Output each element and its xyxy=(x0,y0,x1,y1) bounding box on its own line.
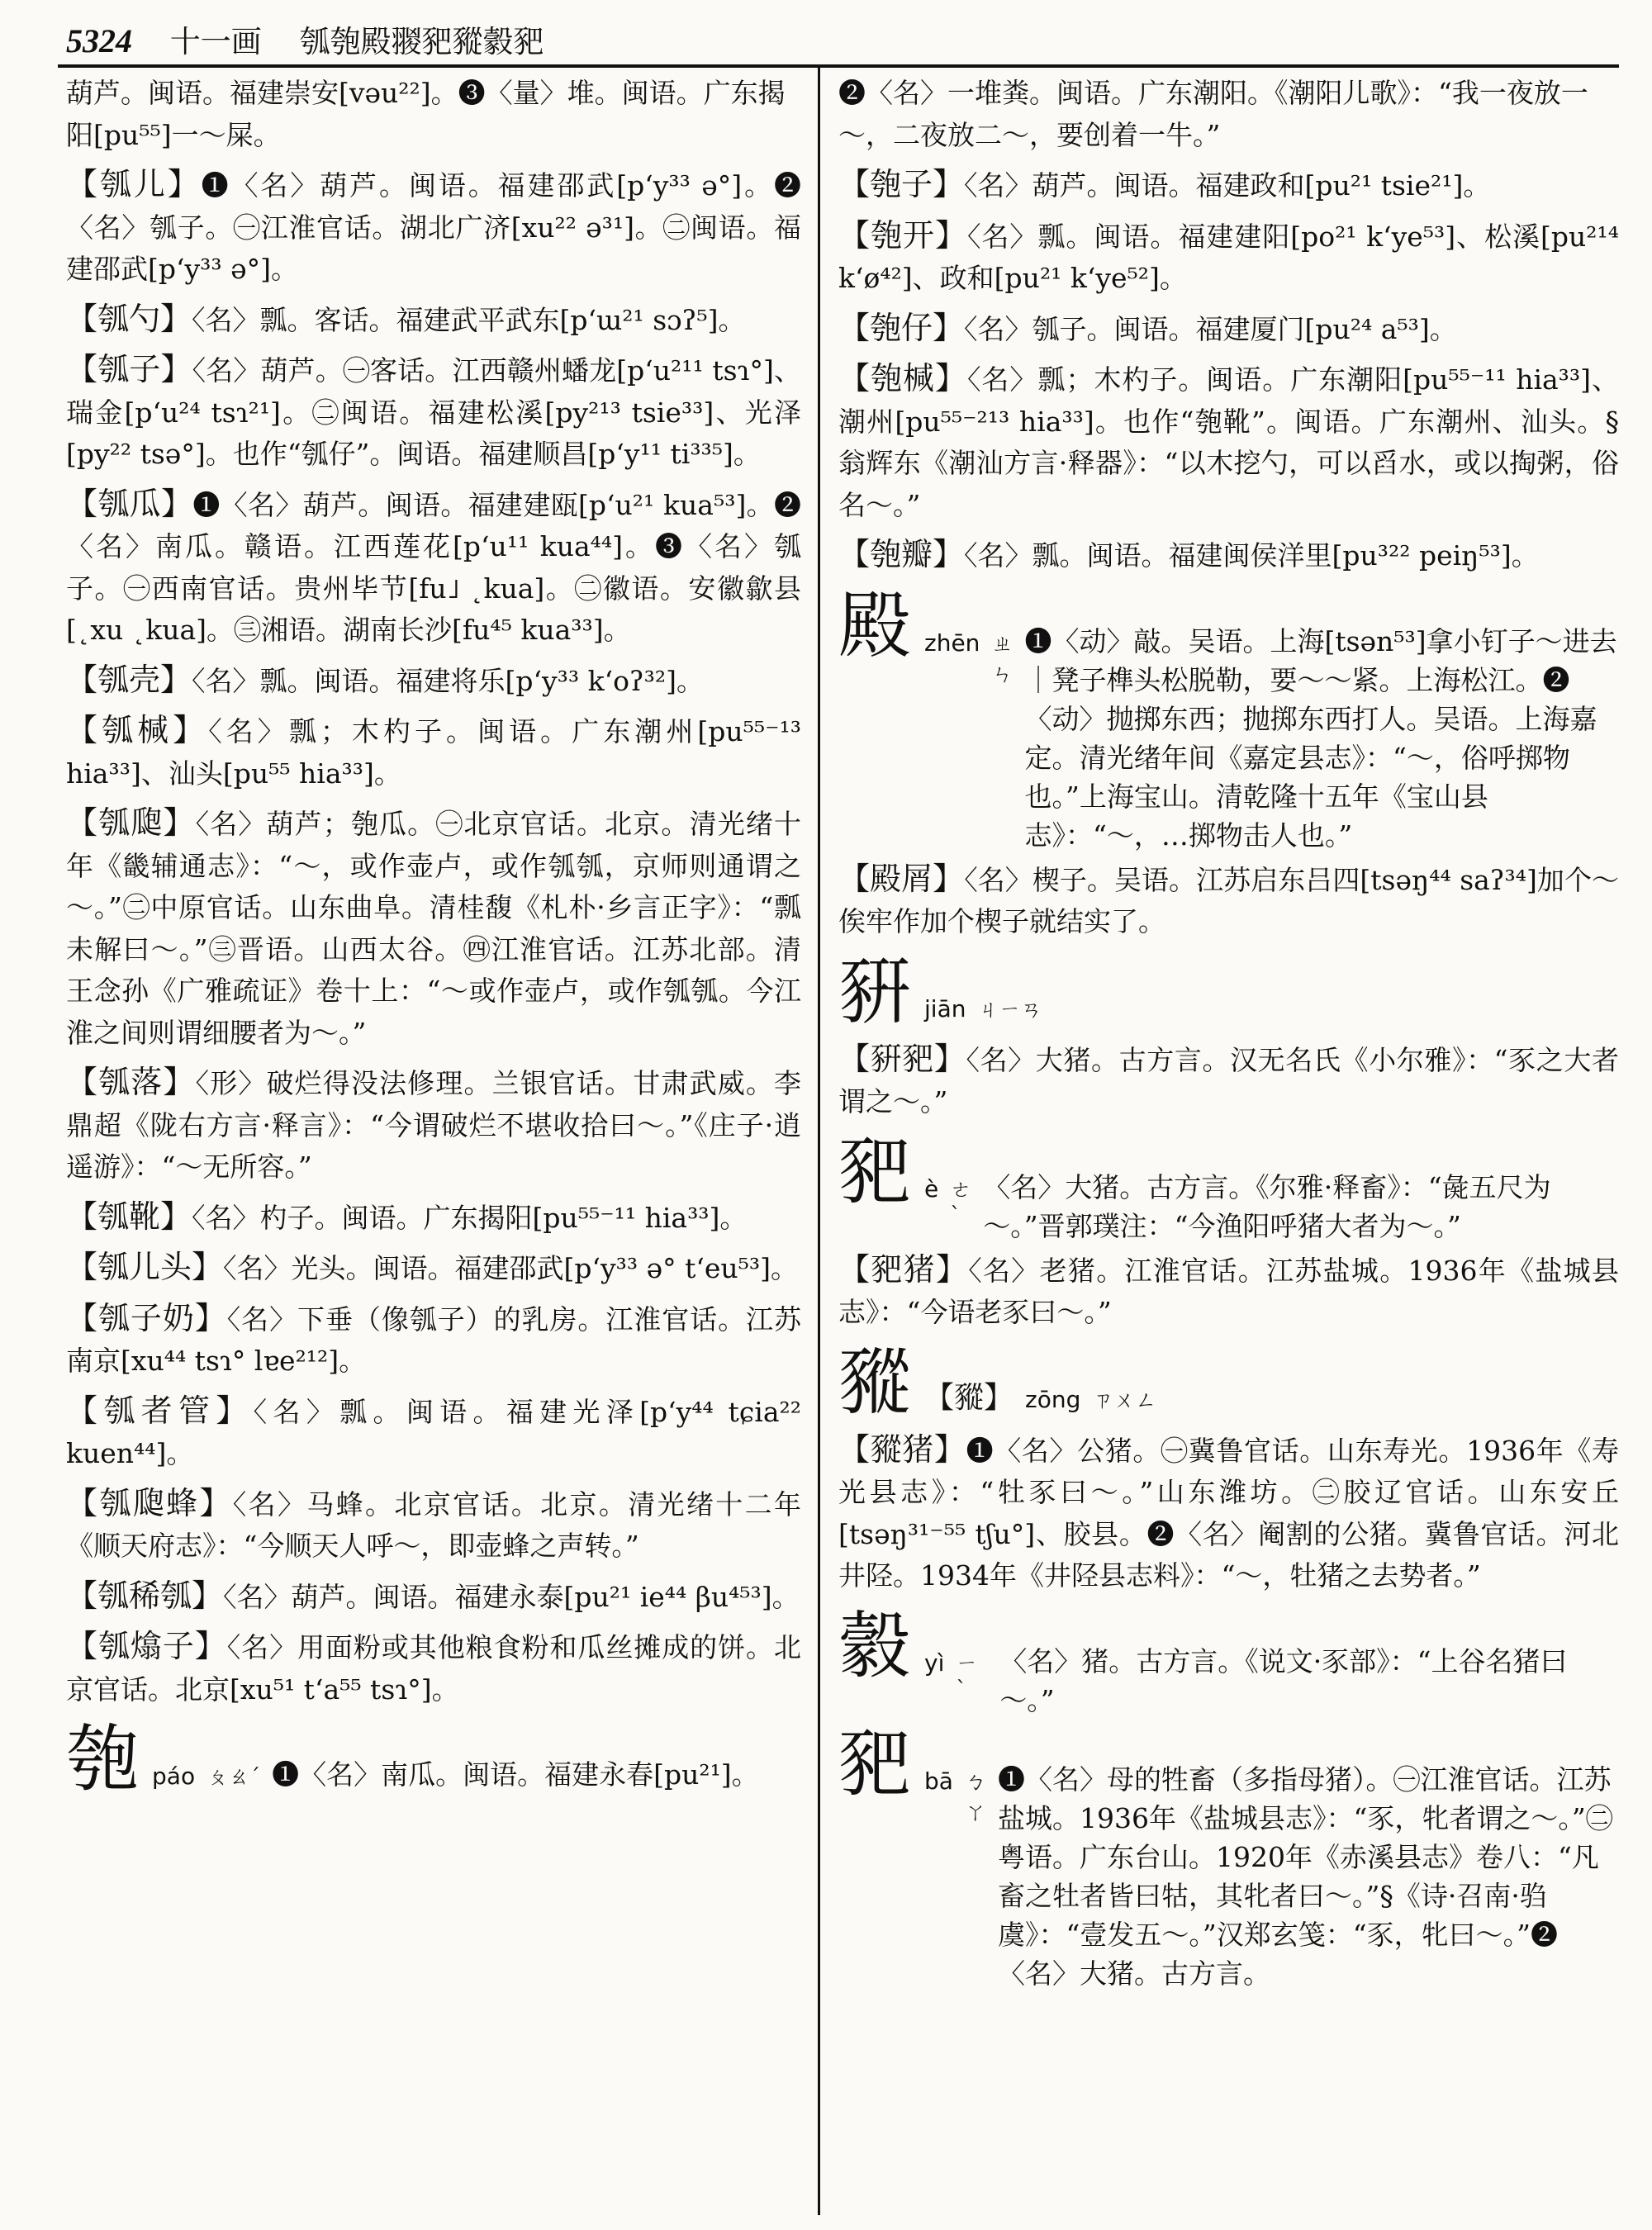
entry-definition: 〈名〉瓢。闽语。福建光泽[p‘y⁴⁴ tɕia²² kuen⁴⁴]。 xyxy=(66,1395,801,1469)
head-character: 豣 xyxy=(838,948,912,1034)
column-divider xyxy=(818,68,820,2215)
zhuyin: ㄅㄚ xyxy=(964,1769,986,1825)
zhuyin: ㄜˋ xyxy=(950,1177,972,1228)
entry-headword: 【瓠瓟蜂】 xyxy=(66,1484,233,1521)
dictionary-entry xyxy=(66,483,801,652)
entry-definition: 〈名〉用面粉或其他粮食粉和瓜丝摊成的饼。北京官话。北京[xu⁵¹ t‘a⁵⁵ tsɿ°]。 xyxy=(66,1631,801,1706)
entry-definition: 〈名〉杓子。闽语。广东揭阳[pu⁵⁵⁻¹¹ hia³³]。 xyxy=(192,1201,748,1234)
header-chars: 瓠匏殿翪豝豵豰豝 xyxy=(299,24,544,59)
dictionary-entry xyxy=(838,1038,1619,1123)
pinyin: zōng xyxy=(1025,1385,1081,1413)
dictionary-entry xyxy=(838,164,1619,207)
dictionary-entry xyxy=(66,1390,801,1475)
entry-headword: 【瓠落】 xyxy=(66,1064,196,1100)
entry-definition: 〈名〉瓢。闽语。福建将乐[p‘y³³ k‘oʔ³²]。 xyxy=(192,664,704,697)
character-entry xyxy=(838,1128,1619,1244)
pinyin: jiān xyxy=(924,994,966,1022)
entry-headword: 【豝猪】 xyxy=(838,1250,969,1288)
entry-definition: 〈名〉老猪。江淮官话。江苏盐城。1936年《盐城县志》：“今语老豕曰～。” xyxy=(838,1254,1619,1328)
entry-definition: 〈名〉瓢。闽语。福建闽侯洋里[pu³²² peiŋ⁵³]。 xyxy=(964,539,1539,572)
stroke-count: 十一画 xyxy=(169,24,262,59)
entry-headword: 【瓠瓜】 xyxy=(66,485,193,522)
header-rule xyxy=(58,64,1619,68)
entry-definition: 〈名〉瓢。闽语。福建建阳[po²¹ k‘ye⁵³]、松溪[pu²¹⁴ k‘ø⁴²]、政和[pu²¹ k‘ye⁵²]。 xyxy=(838,220,1619,294)
zhuyin: ㄓㄣ xyxy=(991,631,1014,687)
entry-definition: 〈名〉葫芦。闽语。福建永泰[pu²¹ ie⁴⁴ βu⁴⁵³]。 xyxy=(223,1580,800,1613)
character-entry xyxy=(838,1602,1619,1718)
entry-headword: 【匏子】 xyxy=(838,166,965,202)
zhuyin: ㄆㄠˊ xyxy=(206,1765,261,1790)
dictionary-entry xyxy=(66,164,801,291)
entry-headword: 【殿屑】 xyxy=(838,860,965,897)
entry-headword: 【瓠熻子】 xyxy=(66,1628,227,1664)
head-character: 殿 xyxy=(838,582,912,668)
dictionary-entry xyxy=(838,215,1619,300)
pinyin: è xyxy=(924,1174,939,1203)
dictionary-entry xyxy=(838,858,1619,943)
entry-headword: 【瓠勺】 xyxy=(66,300,192,337)
zhuyin: ㄗㄨㄥ xyxy=(1092,1388,1157,1413)
dictionary-entry xyxy=(66,802,801,1054)
dictionary-entry xyxy=(838,307,1619,351)
page-header xyxy=(66,17,1619,66)
dictionary-entry xyxy=(838,1429,1619,1597)
dictionary-entry xyxy=(838,534,1619,577)
entry-definition: ❶〈名〉公猪。㊀冀鲁官话。山东寿光。1936年《寿光县志》：“牡豕曰～。”山东潍坊。㊁胶辽官话。山东安丘[tsəŋ³¹⁻⁵⁵ tʃu°]、胶县。❷〈名〉阉割的公猪。冀鲁官话。河北井陉。1934年《井陉县志料》：“～，牡猪之去势者。” xyxy=(838,1434,1619,1592)
entry-definition: 〈名〉葫芦。闽语。福建政和[pu²¹ tsie²¹]。 xyxy=(964,169,1491,202)
character-entry xyxy=(66,1718,801,1801)
entry-headword: 【瓠瓟】 xyxy=(66,804,196,841)
entry-headword: 【瓠靴】 xyxy=(66,1198,192,1235)
pinyin: páo xyxy=(152,1763,196,1790)
dictionary-entry xyxy=(66,709,801,795)
entry-headword: 【瓠椷】 xyxy=(66,712,209,748)
entry-headword: 【匏开】 xyxy=(838,216,967,254)
dictionary-entry xyxy=(66,1246,801,1290)
dictionary-entry xyxy=(66,1625,801,1710)
entry-headword: 【匏仔】 xyxy=(838,309,965,346)
entry-continuation: ❷〈名〉一堆粪。闽语。广东潮阳。《潮阳儿歌》：“我一夜放一～，二夜放二～，要创着一牛。” xyxy=(838,77,1588,151)
entry-definition: 〈名〉瓢；木杓子。闽语。广东潮阳[pu⁵⁵⁻¹¹ hia³³]、潮州[pu⁵⁵⁻²¹³ hia³³]。也作“匏靴”。闽语。广东潮州、汕头。§翁辉东《潮汕方言·释器》：“以木挖勺，可以舀水，或以掏粥，俗名～。” xyxy=(838,363,1619,521)
entry-definition: 〈名〉马蜂。北京官话。北京。清光绪十二年《顺天府志》：“今顺天人呼～，即壶蜂之声转。” xyxy=(66,1487,801,1562)
entry-headword: 【瓠儿】 xyxy=(66,166,202,202)
dictionary-entry xyxy=(66,1061,801,1189)
entry-definition: 〈形〉破烂得没法修理。兰银官话。甘肃武威。李鼎超《陇右方言·释言》：“今谓破烂不堪收拾曰～。”《庄子·逍遥游》：“～无所容。” xyxy=(66,1067,801,1183)
entry-definition: 〈名〉大猪。古方言。汉无名氏《小尔雅》：“豕之大者谓之～。” xyxy=(838,1043,1619,1117)
dictionary-entry xyxy=(66,1298,801,1383)
entry-definition: 〈名〉瓠子。闽语。福建厦门[pu²⁴ a⁵³]。 xyxy=(964,312,1457,345)
head-character: 豰 xyxy=(838,1602,912,1688)
pinyin: bā xyxy=(924,1767,953,1795)
entry-continuation: 葫芦。闽语。福建崇安[vəu²²]。❸〈量〉堆。闽语。广东揭阳[pu⁵⁵]一～屎。 xyxy=(66,77,786,151)
character-definition: ❶〈名〉南瓜。闽语。福建永春[pu²¹]。 xyxy=(272,1758,759,1791)
left-column xyxy=(66,73,801,1805)
entry-definition: 〈名〉光头。闽语。福建邵武[p‘y³³ ə° t‘eu⁵³]。 xyxy=(223,1252,798,1284)
entry-headword: 【瓠者管】 xyxy=(66,1392,254,1429)
head-character: 豝 xyxy=(838,1128,912,1214)
zhuyin: ㄐㄧㄢ xyxy=(977,997,1042,1022)
entry-headword: 【匏椷】 xyxy=(838,360,967,396)
entry-definition: 〈名〉瓢；木杓子。闽语。广东潮州[pu⁵⁵⁻¹³ hia³³]、汕头[pu⁵⁵ hia³³]。 xyxy=(66,715,801,790)
entry-definition: 〈名〉下垂（像瓠子）的乳房。江淮官话。江苏南京[xu⁴⁴ tsɿ° lɐe²¹²]。 xyxy=(66,1302,801,1377)
entry-headword: 【匏瓣】 xyxy=(838,536,965,572)
entry-headword: 【瓠稀瓠】 xyxy=(66,1577,224,1614)
entry-definition: 〈名〉瓢。客话。福建武平武东[p‘ɯ²¹ sɔʔ⁵]。 xyxy=(192,303,746,336)
dictionary-entry xyxy=(66,659,801,703)
character-definition: 〈名〉猪。古方言。《说文·豕部》：“上谷名猪曰～。” xyxy=(999,1644,1568,1716)
dictionary-entry xyxy=(66,1483,801,1568)
dictionary-entry xyxy=(66,1196,801,1240)
entry-definition: 〈名〉楔子。吴语。江苏启东吕四[tsəŋ⁴⁴ saʔ³⁴]加个～俟牢作加个楔子就结实了。 xyxy=(838,863,1619,937)
head-character: 豵 xyxy=(838,1339,912,1425)
pinyin: yì xyxy=(924,1649,945,1677)
entry-headword: 【豣豝】 xyxy=(838,1040,966,1077)
variant-character: 【豵】 xyxy=(924,1380,1014,1415)
page-number: 5324 xyxy=(66,22,132,59)
entry-headword: 【瓠儿头】 xyxy=(66,1249,224,1285)
character-entry xyxy=(838,1720,1619,1991)
dictionary-entry xyxy=(838,358,1619,526)
dictionary-entry xyxy=(66,1575,801,1619)
right-column xyxy=(838,73,1619,1996)
entry-headword: 【豵猪】 xyxy=(838,1431,966,1468)
character-entry xyxy=(838,582,1619,853)
character-definition: ❶〈动〉敲。吴语。上海[tsən⁵³]拿小钉子～进去｜凳子榫头松脱勒，要～～紧。上海松江。❷〈动〉抛掷东西；抛掷东西打人。吴语。上海嘉定。清光绪年间《嘉定县志》：“～，俗呼掷物也。”上海宝山。清乾隆十五年《宝山县志》：“～，…掷物击人也。” xyxy=(1024,624,1617,852)
entry-headword: 【瓠子】 xyxy=(66,351,192,387)
head-character: 豝 xyxy=(838,1720,912,1806)
character-entry xyxy=(838,1341,1619,1424)
entry-definition: 〈名〉葫芦；匏瓜。㊀北京官话。北京。清光绪十年《畿辅通志》：“～，或作壶卢，或作瓠瓠，京师则通谓之～。”㊁中原官话。山东曲阜。清桂馥《札朴·乡言正字》：“瓢未解曰～。”㊂晋语。山西太谷。㊃江淮官话。江苏北部。清王念孙《广雅疏证》卷十上：“～或作壶卢，或作瓠瓠。今江淮之间则谓细腰者为～。” xyxy=(66,808,801,1049)
entry-definition: 〈名〉葫芦。㊀客话。江西赣州蟠龙[p‘u²¹¹ tsɿ°]、瑞金[p‘u²⁴ tsɿ²¹]。㊁闽语。福建松溪[py²¹³ tsie³³]、光泽[py²² tsə°]。也作“瓠仔”。闽语。福建顺昌[p‘y¹¹ ti³³⁵]。 xyxy=(66,354,801,470)
character-definition: ❶〈名〉母的牲畜（多指母猪）。㊀江淮官话。江苏盐城。1936年《盐城县志》：“豕，牝者谓之～。”㊁粤语。广东台山。1920年《赤溪县志》卷八：“凡畜之牡者皆曰牯，其牝者曰～。”§《诗·召南·驺虞》：“壹发五～。”汉郑玄笺：“豕，牝曰～。”❷〈名〉大猪。古方言。 xyxy=(997,1763,1613,1990)
entry-definition: ❶〈名〉葫芦。闽语。福建邵武[p‘y³³ ə°]。❷〈名〉瓠子。㊀江淮官话。湖北广济[xu²² ə³¹]。㊁闽语。福建邵武[p‘y³³ ə°]。 xyxy=(66,169,801,285)
dictionary-entry xyxy=(838,1249,1619,1334)
zhuyin: ㄧˋ xyxy=(956,1651,978,1702)
head-character: 匏 xyxy=(66,1716,140,1801)
character-entry xyxy=(838,948,1619,1034)
entry-headword: 【瓠子奶】 xyxy=(66,1299,227,1336)
dictionary-entry xyxy=(66,298,801,342)
dictionary-entry xyxy=(66,349,801,476)
pinyin: zhēn xyxy=(924,629,980,657)
entry-definition: ❶〈名〉葫芦。闽语。福建建瓯[p‘u²¹ kua⁵³]。❷〈名〉南瓜。赣语。江西莲花[p‘u¹¹ kua⁴⁴]。❸〈名〉瓠子。㊀西南官话。贵州毕节[fu˩ ˛kua]。㊁徽语。安徽歙县[˛xu ˛kua]。㊂湘语。湖南长沙[fu⁴⁵ kua³³]。 xyxy=(66,488,801,646)
character-definition: 〈名〉大猪。古方言。《尔雅·释畜》：“彘五尺为～。”晋郭璞注：“今渔阳呼猪大者为～。” xyxy=(983,1170,1551,1242)
entry-headword: 【瓠壳】 xyxy=(66,661,192,698)
